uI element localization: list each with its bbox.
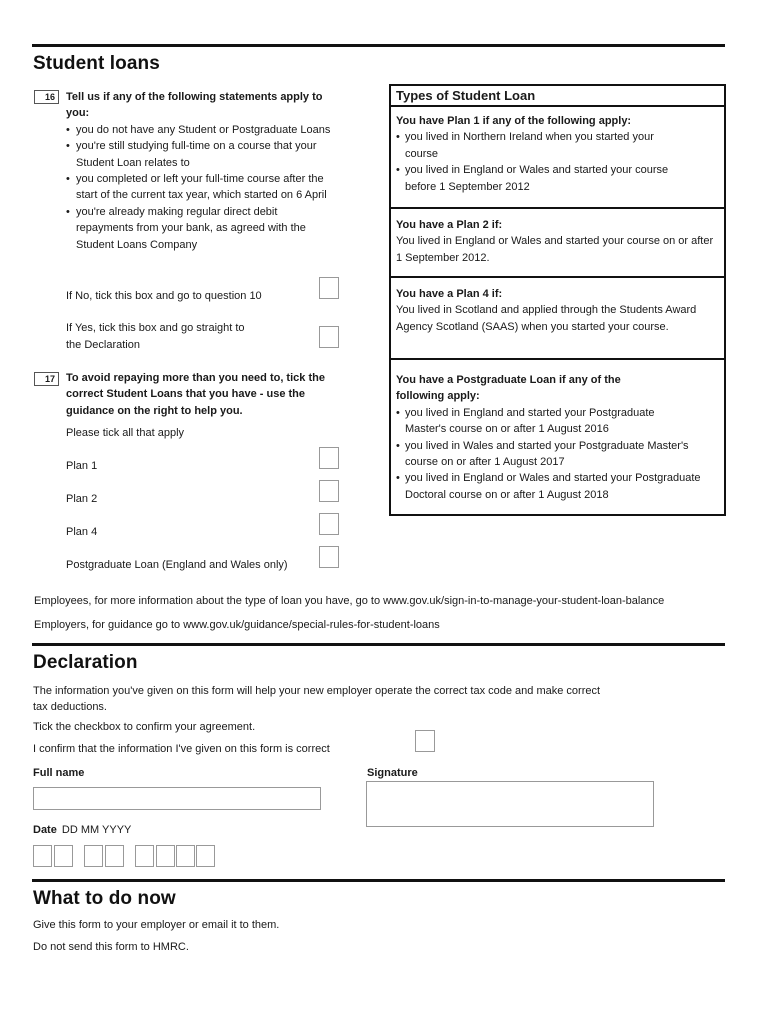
section-title-what-to-do-now: What to do now: [33, 888, 176, 909]
what-to-do-line-2: Do not send this form to HMRC.: [33, 941, 189, 953]
question-number-17: 17: [34, 372, 59, 386]
plan1-checkbox[interactable]: [319, 447, 339, 469]
q17-note: Please tick all that apply: [66, 427, 185, 439]
plan2-heading: You have a Plan 2 if:: [396, 219, 503, 231]
postgraduate-loan-label: Postgraduate Loan (England and Wales only): [66, 559, 288, 571]
date-month-digit-2[interactable]: [105, 845, 124, 867]
employers-info: Employers, for guidance go to www.gov.uk/guidance/special-rules-for-student-loans: [34, 619, 440, 631]
section-divider: [32, 44, 725, 47]
date-day-digit-1[interactable]: [33, 845, 52, 867]
date-label: Date: [33, 824, 57, 836]
plan2-label: Plan 2: [66, 493, 98, 505]
date-year-digit-3[interactable]: [176, 845, 195, 867]
q16-no-label: If No, tick this box and go to question 10: [66, 290, 262, 302]
question-17-text: [66, 370, 351, 419]
postgraduate-loan-checkbox[interactable]: [319, 546, 339, 568]
declaration-confirm-label: I confirm that the information I've given on this form is correct: [33, 743, 330, 755]
list-item: • you lived in Northern Ireland when you started your course: [396, 129, 666, 162]
declaration-tick-instruction: Tick the checkbox to confirm your agreement.: [33, 721, 256, 733]
date-label-row: [33, 824, 131, 836]
plan1-label: Plan 1: [66, 460, 98, 472]
plan1-heading: You have Plan 1 if any of the following apply:: [396, 115, 632, 127]
guidance-postgraduate: [391, 360, 724, 503]
list-item: • you're still studying full-time on a course that your Student Loan relates to: [66, 138, 336, 171]
list-item: • you're already making regular direct debit repayments from your bank, as agreed with the Student Loans Company: [66, 204, 336, 253]
plan4-label: Plan 4: [66, 526, 98, 538]
question-16-text: [66, 89, 351, 253]
full-name-label: Full name: [33, 767, 85, 779]
date-year-digit-4[interactable]: [196, 845, 215, 867]
list-item: • you lived in England or Wales and started your Postgraduate Doctoral course on or after 1 August 2018: [396, 470, 711, 503]
guidance-title: Types of Student Loan: [391, 86, 724, 107]
q16-yes-label-2: the Declaration: [66, 339, 140, 351]
signature-label: Signature: [367, 767, 418, 779]
plan4-heading: You have a Plan 4 if:: [396, 288, 503, 300]
list-item: • you lived in England or Wales and started your course before 1 September 2012: [396, 162, 696, 195]
q16-yes-checkbox[interactable]: [319, 326, 339, 348]
section-divider: [32, 879, 725, 882]
section-title-student-loans: Student loans: [33, 53, 160, 74]
guidance-plan1: [391, 107, 724, 209]
date-year-digit-2[interactable]: [156, 845, 175, 867]
list-item: • you completed or left your full-time course after the start of the current tax year, which started on 6 April: [66, 171, 336, 204]
plan2-checkbox[interactable]: [319, 480, 339, 502]
list-item: • you do not have any Student or Postgraduate Loans: [66, 122, 336, 138]
question-number-16: 16: [34, 90, 59, 104]
signature-field[interactable]: [366, 781, 654, 827]
student-loan-guidance-box: [389, 84, 726, 516]
date-month-digit-1[interactable]: [84, 845, 103, 867]
full-name-input[interactable]: [33, 787, 321, 810]
date-format-hint: DD MM YYYY: [61, 824, 132, 836]
date-day-digit-2[interactable]: [54, 845, 73, 867]
question-16-intro: Tell us if any of the following statements apply to you:: [66, 91, 323, 120]
postgraduate-heading: You have a Postgraduate Loan if any of the following apply:: [396, 374, 621, 403]
section-divider: [32, 643, 725, 646]
q16-no-checkbox[interactable]: [319, 277, 339, 299]
declaration-confirm-checkbox[interactable]: [415, 730, 435, 752]
plan4-checkbox[interactable]: [319, 513, 339, 535]
what-to-do-line-1: Give this form to your employer or email it to them.: [33, 919, 280, 931]
guidance-plan4: [391, 278, 724, 360]
q16-yes-label-1: If Yes, tick this box and go straight to: [66, 322, 245, 334]
declaration-info-line-2: tax deductions.: [33, 701, 107, 713]
guidance-plan2: [391, 209, 724, 278]
plan4-text: You lived in Scotland and applied through the Students Award Agency Scotland (SAAS) when you started your course.: [396, 304, 697, 333]
list-item: • you lived in Wales and started your Postgraduate Master's course on or after 1 August 2017: [396, 438, 714, 471]
date-year-digit-1[interactable]: [135, 845, 154, 867]
section-title-declaration: Declaration: [33, 652, 138, 673]
declaration-info-line-1: The information you've given on this form will help your new employer operate the correct tax code and make correct: [33, 685, 601, 697]
plan2-text: You lived in England or Wales and started your course on or after 1 September 2012.: [396, 235, 714, 264]
employees-info: Employees, for more information about the type of loan you have, go to www.gov.uk/sign-in-to-manage-your-student-loan-balance: [34, 595, 665, 607]
list-item: • you lived in England and started your Postgraduate Master's course on or after 1 August 2016: [396, 405, 696, 438]
question-17-intro: To avoid repaying more than you need to, tick the correct Student Loans that you have - use the guidance on the right to help you.: [66, 372, 325, 417]
